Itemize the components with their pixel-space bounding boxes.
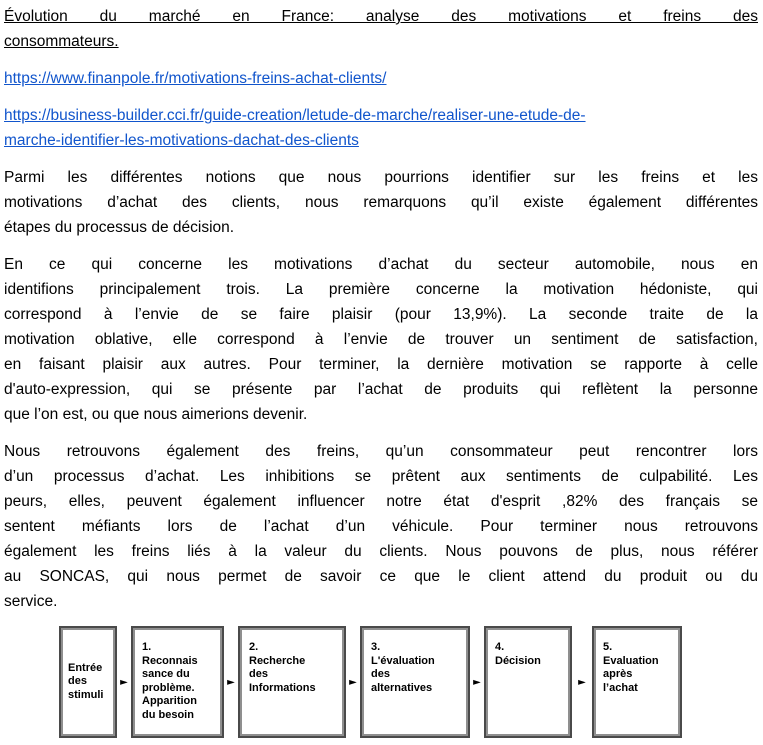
process-box-label: Entrée des stimuli (68, 661, 104, 701)
process-box-4-decision (484, 626, 572, 738)
process-box-label: 4. Décision (495, 641, 541, 667)
right-arrow-icon: ► (349, 676, 357, 688)
process-box-label: 3. L'évaluation des alternatives (371, 641, 435, 694)
paragraph-freins-soncas: Nous retrouvons également des freins, qu’un consommateur peut rencontrer lors d’un processus d’achat. Les inhibitions se prêtent aux sentiments de culpabilité. Les peurs, elles, peuvent également influencer notre état d'esprit ,82% des français se sentent méfiants lors de l’achat d’un véhicule. Pour terminer nous retrouvons également les freins liés à la valeur du clients. Nous pouvons de plus, nous référer au SONCAS, qui nous permet de savoir ce que le client attend du produit ou du service. (4, 443, 758, 610)
process-box-1-reconnaissance-probleme (131, 626, 224, 738)
document-title: Évolution du marché en France: analyse des motivations et freins des consommateurs. (4, 8, 758, 50)
process-box-label: 2. Recherche des Informations (249, 641, 316, 694)
paragraph-motivations-achat: En ce qui concerne les motivations d’achat du secteur automobile, nous en identifions principalement trois. La première concerne la motivation hédoniste, qui correspond à l’envie de se faire plaisir (pour 13,9%). La seconde traite de la motivation oblative, elle correspond à l’envie de trouver un sentiment de satisfaction, en faisant plaisir aux autres. Pour terminer, la dernière motivation se rapporte à celle d'auto-expression, qui se présente par l’achat de produits qui reflètent la personne que l’on est, ou que nous aimerions devenir. (4, 256, 758, 423)
right-arrow-icon: ► (473, 676, 481, 688)
paragraph-notions-etapes: Parmi les différentes notions que nous pourrions identifier sur les freins et les motivations d’achat des clients, nous remarquons qu’il existe également différentes étapes du processus de décision. (4, 169, 758, 236)
link-paragraph-cci (4, 103, 758, 153)
process-box-3-evaluation-alternatives (360, 626, 470, 738)
right-arrow-icon: ► (578, 676, 586, 688)
link-finanpole[interactable]: https://www.finanpole.fr/motivations-freins-achat-clients/ (4, 70, 387, 87)
decision-process-diagram (59, 626, 758, 738)
process-box-5-evaluation-apres-achat (592, 626, 682, 738)
process-box-label: 1. Reconnais sance du problème. Apparition du besoin (142, 641, 198, 721)
link-paragraph-finanpole (4, 66, 758, 91)
right-arrow-icon: ► (120, 676, 128, 688)
process-box-2-recherche-informations (238, 626, 346, 738)
process-box-entree-stimuli (59, 626, 117, 738)
right-arrow-icon: ► (227, 676, 235, 688)
process-box-label: 5. Evaluation après l’achat (603, 641, 659, 694)
link-cci-business-builder[interactable]: https://business-builder.cci.fr/guide-creation/letude-de-marche/realiser-une-etude-de- marche-identifier-les-motivations-dachat-des-clients (4, 107, 586, 149)
